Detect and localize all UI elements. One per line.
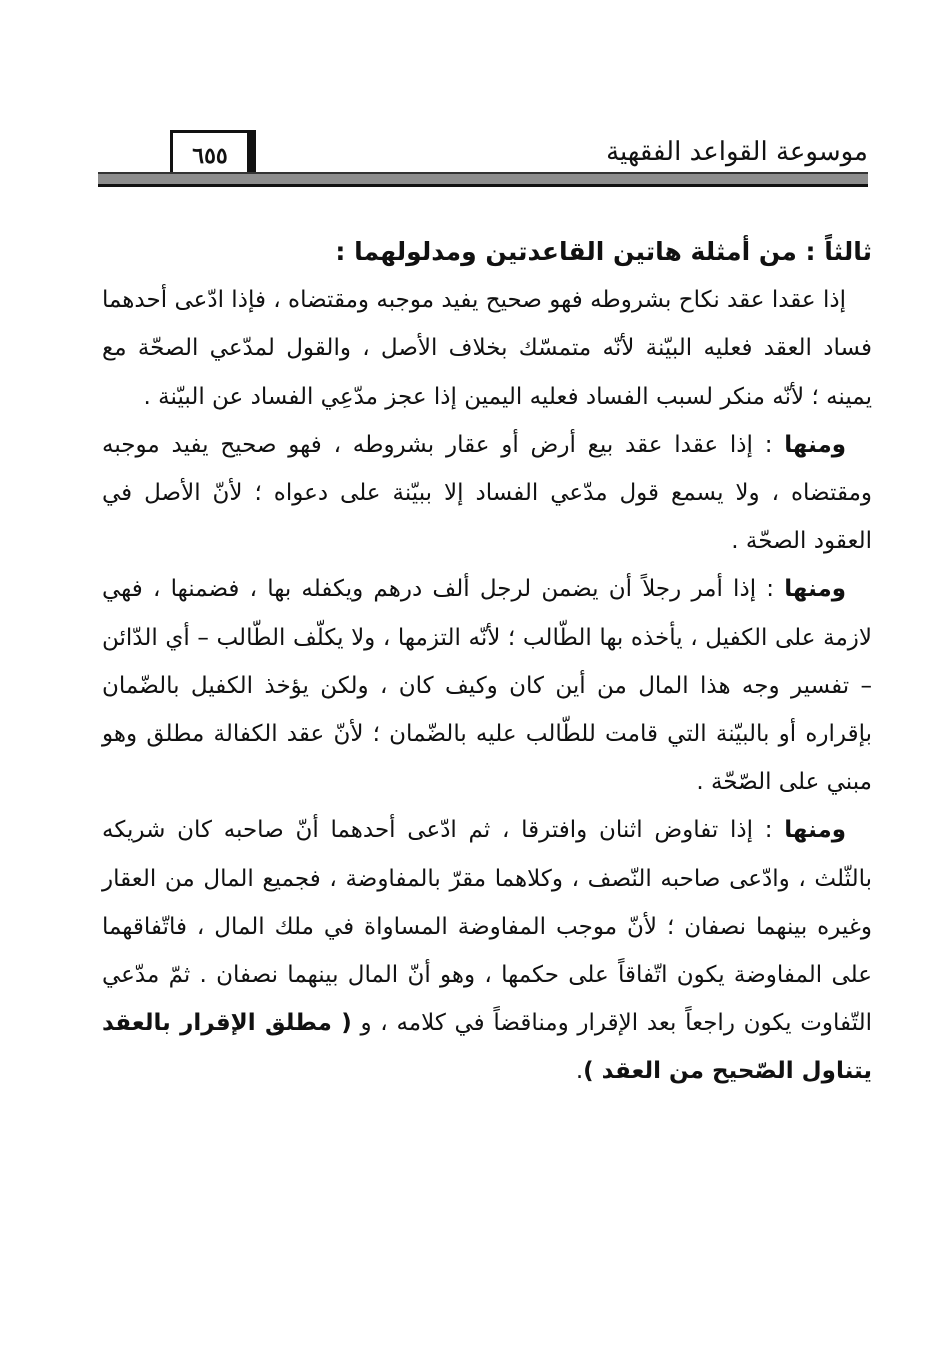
page-header	[98, 128, 868, 190]
paragraph-4-lead: ومنها	[784, 817, 846, 844]
running-title: موسوعة القواعد الفقهية	[606, 137, 868, 167]
page-body	[102, 228, 872, 1096]
paragraph-2-text: : إذا عقدا عقد بيع أرض أو عقار بشروطه ، فهو صحيح يفيد موجبه ومقتضاه ، ولا يسمع قول مدّعي الفساد إلا ببيّنة على دعواه ؛ لأنّ الأصل في العقود الصحّة .	[102, 431, 872, 555]
paragraph-4-text: : إذا تفاوض اثنان وافترقا ، ثم ادّعى أحدهما أنّ صاحبه كان شريكه بالثّلث ، وادّعى صاحبه النّصف ، وكلاهما مقرّ بالمفاوضة ، فجميع المال من العقار وغيره بينهما نصفان ؛ لأنّ موجب المفاوضة المساواة في ملك المال ، فاتّفاقهما على المفاوضة يكون اتّفاقاً على حكمها ، وهو أنّ المال بينهما نصفان . ثمّ مدّعي التّفاوت يكون راجعاً بعد الإقرار ومناقضاً في كلامه ، و	[102, 817, 872, 1037]
paragraph-2	[102, 421, 872, 566]
paragraph-1	[102, 276, 872, 421]
header-rule	[98, 172, 868, 187]
paragraph-2-lead: ومنها	[784, 431, 846, 458]
paragraph-1-text: إذا عقدا عقد نكاح بشروطه فهو صحيح يفيد موجبه ومقتضاه ، فإذا ادّعى أحدهما فساد العقد فعليه البيّنة لأنّه متمسّك بخلاف الأصل ، والقول لمدّعي الصحّة مع يمينه ؛ لأنّه منكر لسبب الفساد فعليه اليمين إذا عجز مدّعِي الفساد عن البيّنة .	[102, 287, 872, 410]
paragraph-3-lead: ومنها	[784, 576, 846, 603]
paragraph-4-end: .	[575, 1058, 584, 1085]
page-number: ٦٥٥	[192, 143, 228, 169]
rule-statement: ( مطلق الإقرار بالعقد يتناول الصّحيح من العقد )	[102, 1010, 872, 1085]
paragraph-3-text: : إذا أمر رجلاً أن يضمن لرجل ألف درهم ويكفله بها ، فضمنها ، فهي لازمة على الكفيل ، يأخذه بها الطّالب ؛ لأنّه التزمها ، ولا يكلّف الطّالب – أي الدّائن – تفسير وجه هذا المال من أين كان وكيف كان ، ولكن يؤخذ الكفيل بالضّمان بإقراره أو بالبيّنة التي قامت للطّالب عليه بالضّمان ؛ لأنّ عقد الكفالة مطلق وهو مبني على الصّحّة .	[102, 576, 872, 796]
section-heading: ثالثاً : من أمثلة هاتين القاعدتين ومدلولهما :	[335, 237, 872, 266]
paragraph-3	[102, 565, 872, 806]
paragraph-4	[102, 806, 872, 1095]
